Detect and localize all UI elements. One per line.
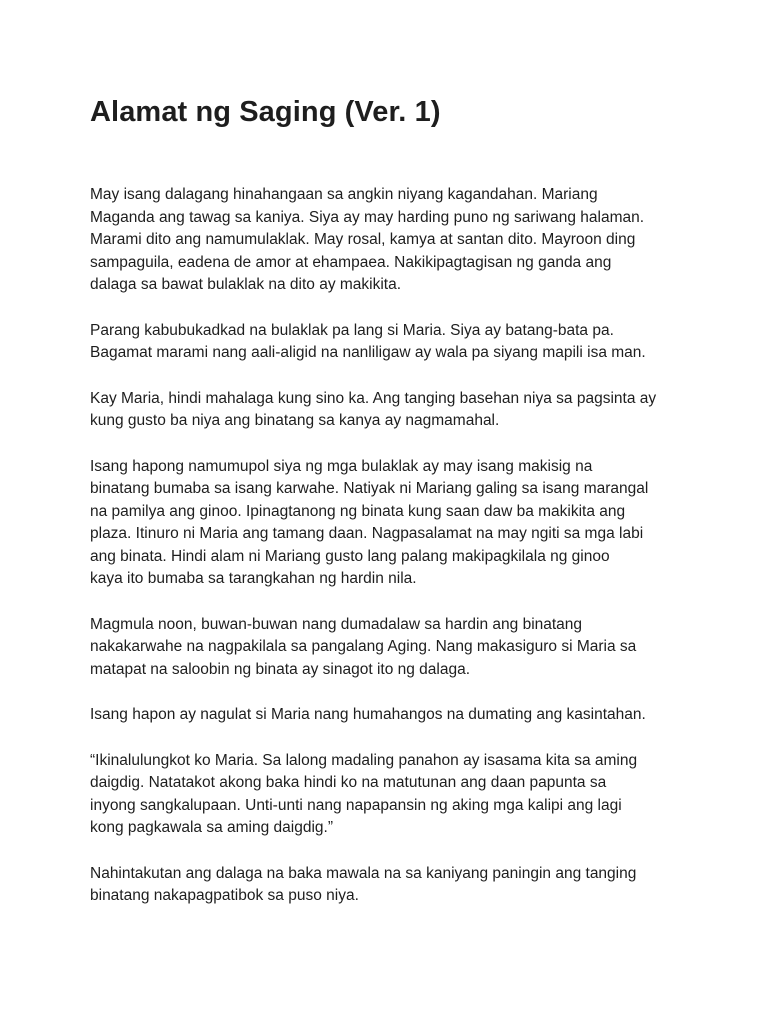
text-line: plaza. Itinuro ni Maria ang tamang daan. Nagpasalamat na may ngiti sa mga labi: [90, 525, 644, 542]
text-line: ang binata. Hindi alam ni Mariang gusto lang palang makipagkilala ng ginoo: [90, 547, 610, 565]
text-line: na pamilya ang ginoo. Ipinagtanong ng binata kung saan daw ba makikita ang: [90, 502, 626, 520]
text-line: dalaga sa bawat bulaklak na dito ay makikita.: [90, 276, 402, 293]
text-line: binatang nakapagpatibok sa puso niya.: [90, 887, 359, 904]
text-line: kong pagkawala sa aming daigdig.”: [90, 819, 333, 836]
text-line: Isang hapon ay nagulat si Maria nang humahangos na dumating ang kasintahan.: [90, 706, 646, 723]
text-line: binatang bumaba sa isang karwahe. Natiyak ni Mariang galing sa isang marangal: [90, 480, 649, 497]
text-line: sampaguila, eadena de amor at ehampaea. Nakikipagtagisan ng ganda ang: [90, 253, 612, 271]
text-line: Marami dito ang namumulaklak. May rosal, kamya at santan dito. Mayroon ding: [90, 231, 636, 248]
text-line: Isang hapong namumupol siya ng mga bulaklak ay may isang makisig na: [90, 457, 593, 475]
paragraph: [90, 388, 690, 433]
text-line: kaya ito bumaba sa tarangkahan ng hardin nila.: [90, 570, 417, 587]
text-line: Bagamat marami nang aali-aligid na nanliligaw ay wala pa siyang mapili isa man.: [90, 344, 646, 361]
paragraph: [90, 863, 690, 908]
paragraph: [90, 704, 690, 727]
paragraph: [90, 320, 690, 365]
document-body: [90, 184, 690, 931]
text-line: Parang kabubukadkad na bulaklak pa lang si Maria. Siya ay batang-bata pa.: [90, 321, 614, 339]
paragraph: [90, 456, 690, 591]
text-line: “Ikinalulungkot ko Maria. Sa lalong madaling panahon ay isasama kita sa aming: [90, 751, 638, 769]
text-line: inyong sangkalupaan. Unti-unti nang napapansin ng aking mga kalipi ang lagi: [90, 796, 622, 814]
text-line: Nahintakutan ang dalaga na baka mawala na sa kaniyang paningin ang tanging: [90, 864, 637, 882]
text-line: Kay Maria, hindi mahalaga kung sino ka. Ang tanging basehan niya sa pagsinta ay: [90, 389, 657, 407]
text-line: Magmula noon, buwan-buwan nang dumadalaw sa hardin ang binatang: [90, 615, 583, 633]
paragraph: [90, 184, 690, 297]
document-title: Alamat ng Saging (Ver. 1): [90, 96, 441, 128]
text-line: nakakarwahe na nagpakilala sa pangalang Aging. Nang makasiguro si Maria sa: [90, 638, 637, 655]
text-line: daigdig. Natatakot akong baka hindi ko na matutunan ang daan papunta sa: [90, 774, 607, 791]
text-line: kung gusto ba niya ang binatang sa kanya ay nagmamahal.: [90, 412, 500, 429]
text-line: May isang dalagang hinahangaan sa angkin niyang kagandahan. Mariang: [90, 186, 598, 203]
paragraph: [90, 614, 690, 682]
text-line: matapat na saloobin ng binata ay sinagot ito ng dalaga.: [90, 660, 471, 678]
text-line: Maganda ang tawag sa kaniya. Siya ay may harding puno ng sariwang halaman.: [90, 208, 645, 226]
paragraph: [90, 750, 690, 840]
